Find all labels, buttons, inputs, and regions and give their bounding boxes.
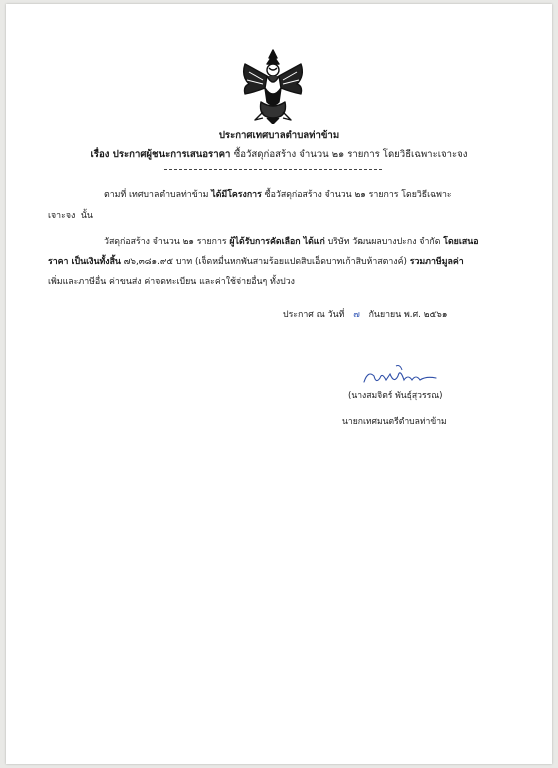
- handwritten-signature: [360, 362, 440, 390]
- p2-text2: บริษัท วัฒนผลบางปะกง จำกัด: [327, 237, 441, 247]
- date-day: ๗: [353, 310, 360, 320]
- subject-line: [6, 147, 552, 162]
- separator-line: [164, 169, 382, 170]
- document-page: [6, 4, 552, 764]
- announcement-date: [283, 307, 447, 321]
- p2-bold1: ผู้ได้รับการคัดเลือก ได้แก่: [229, 237, 325, 247]
- paragraph-2-line-3: เพิ่มและภาษีอื่น ค่าขนส่ง ค่าจดทะเบียน และค่าใช้จ่ายอื่นๆ ทั้งปวง: [48, 277, 295, 287]
- paragraph-2: [104, 234, 479, 248]
- subject-text: ซื้อวัสดุก่อสร้าง จำนวน ๒๑ รายการ โดยวิธีเฉพาะเจาะจง: [233, 149, 468, 160]
- p2-line2-bold: ราคา เป็นเงินทั้งสิ้น: [48, 257, 121, 267]
- p2-text1: วัสดุก่อสร้าง จำนวน ๒๑ รายการ: [104, 237, 227, 247]
- date-prefix: ประกาศ ณ วันที่: [283, 310, 345, 320]
- subject-label: เรื่อง ประกาศผู้ชนะการเสนอราคา: [90, 149, 231, 160]
- garuda-emblem-icon: [237, 48, 309, 124]
- organization-title: ประกาศเทศบาลตำบลท่าข้าม: [218, 130, 340, 141]
- p1-text1: เทศบาลตำบลท่าข้าม: [129, 190, 209, 200]
- p1-end: นั้น: [80, 211, 93, 221]
- paragraph-2-line-2: [48, 254, 464, 268]
- p2-bold2: โดยเสนอ: [443, 237, 479, 247]
- p1-text2: ซื้อวัสดุก่อสร้าง จำนวน ๒๑ รายการ โดยวิธีเฉพาะ: [264, 190, 452, 200]
- signer-name: (นางสมจิตร์ พันธุ์สุวรรณ): [348, 391, 443, 401]
- signer-position: นายกเทศมนตรีตำบลท่าข้าม: [342, 417, 447, 427]
- date-month-year: กันยายน พ.ศ. ๒๕๖๑: [368, 310, 448, 320]
- paragraph-1: [104, 187, 452, 201]
- p2-line2-text: ๗๖,๓๘๑.๙๕ บาท (เจ็ดหมื่นหกพันสามร้อยแปดสิบเอ็ดบาทเก้าสิบห้าสตางค์): [123, 257, 407, 267]
- p1-lead: ตามที่: [104, 190, 127, 200]
- p1-cont: เจาะจง: [48, 211, 76, 221]
- p2-line2-bold2: รวมภาษีมูลค่า: [409, 257, 464, 267]
- p1-bold: ได้มีโครงการ: [211, 190, 262, 200]
- paragraph-1-cont: [48, 208, 93, 222]
